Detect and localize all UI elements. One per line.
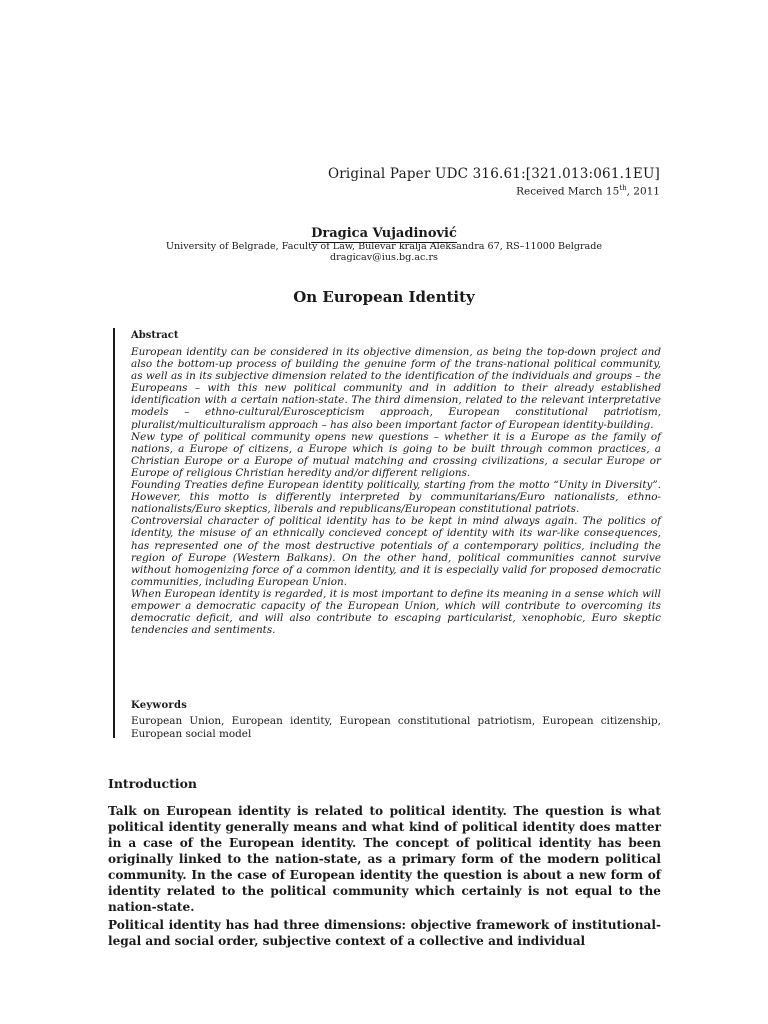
paper-title: On European Identity (293, 288, 475, 306)
keywords-heading: Keywords (131, 700, 188, 711)
abstract-paragraph: New type of political community opens new questions – whether it is a Europe as the family of nations, a Europe of citizens, a Europe which is going to be built through common practices, a Christian Europe or a Europe of mutual matching and crossing civilizations, a secular Europe or Europe of religious Christian heredity and/or different religions. (131, 430, 661, 479)
abstract-paragraph: Controversial character of political identity has to be kept in mind always again. The politics of identity, the misuse of an ethnically concieved concept of identity with its war-like consequences, has represented one of the most destructive potentials of a contemporary politics, including the region of Europe (Western Balkans). On the other hand, political communities cannot survive without homogenizing force of a common identity, and it is especially valid for proposed democratic communities, including European Union. (131, 515, 661, 588)
author-affiliation: University of Belgrade, Faculty of Law, Bulevar kralja Aleksandra 67, RS–11000 Belgrade (165, 241, 603, 252)
keywords-text: European Union, European identity, European constitutional patriotism, European citizenship, European social model (131, 715, 661, 740)
abstract-body (131, 346, 661, 636)
body-paragraph: Political identity has had three dimensions: objective framework of institutional-legal and social order, subjective context of a collective and individual (108, 918, 661, 948)
abstract-paragraph: Founding Treaties define European identity politically, starting from the motto “Unity in Diversity”. However, this motto is differently interpreted by communitarians/Euro nationalists, ethno-nationalists/Euro skeptics, liberals and republicans/European constitutional patriots. (131, 479, 661, 516)
introduction-heading: Introduction (108, 776, 198, 791)
body-paragraph: Talk on European identity is related to political identity. The question is what political identity generally means and what kind of political identity does matter in a case of the European identity. The concept of political identity has been originally linked to the nation-state, as a primary form of the modern political community. In the case of European identity the question is about a new form of identity related to the political community which certainly is not equal to the nation-state. (108, 804, 661, 914)
paper-classification: Original Paper UDC 316.61:[321.013:061.1EU] (327, 166, 660, 182)
author-email: dragicav@ius.bg.ac.rs (330, 252, 438, 263)
author-name: Dragica Vujadinović (311, 226, 457, 241)
received-date-year: , 2011 (626, 185, 660, 198)
abstract-rule (113, 328, 115, 738)
received-date (516, 184, 660, 198)
received-date-text: Received March 15 (516, 185, 620, 198)
received-date-suffix: th (619, 184, 627, 192)
abstract-paragraph: European identity can be considered in its objective dimension, as being the top-down project and also the bottom-up process of building the genuine form of the trans-national political community, as well as in its subjective dimension related to the identification of the individuals and groups – the Europeans – with this new political community and in addition to their already established identification with a certain nation-state. The third dimension, related to the relevant interpretative models – ethno-cultural/Euroscepticism approach, European constitutional patriotism, pluralist/multiculturalism approach – has also been important factor of European identity-building. (131, 346, 661, 431)
abstract-paragraph: When European identity is regarded, it is most important to define its meaning in a sense which will empower a democratic capacity of the European Union, which will contribute to overcoming its democratic deficit, and will also contribute to escaping particularist, xenophobic, Euro skeptic tendencies and sentiments. (131, 587, 661, 637)
author-block (0, 222, 768, 241)
abstract-heading: Abstract (131, 330, 179, 341)
introduction-body (108, 803, 661, 951)
